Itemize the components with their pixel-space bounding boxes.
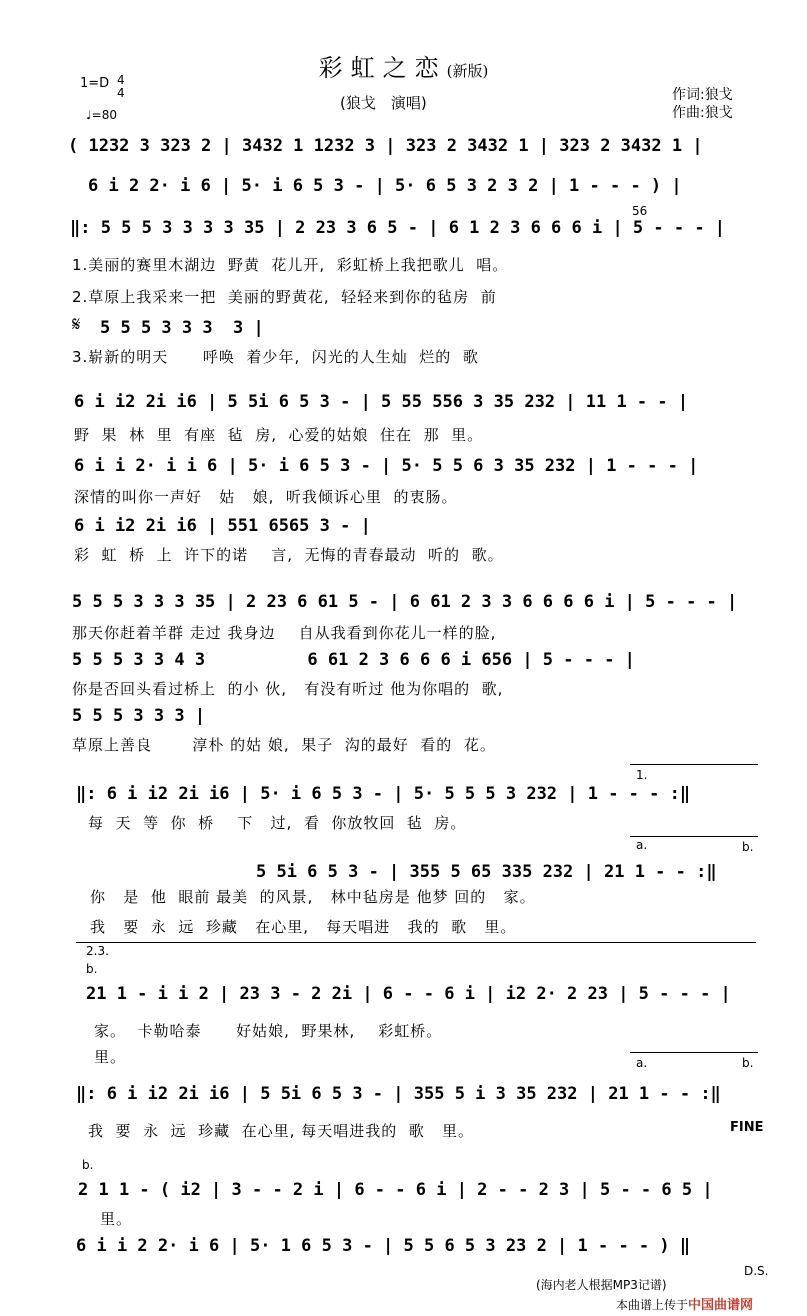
ending-line-2: ‖: 6 i i2 2i i6 | 5 5i 6 5 3 - | 355 5 i 3 35 232 | 21 1 - - :‖ [76, 1084, 721, 1104]
grace-note: 56 [632, 204, 648, 218]
ending-lyric-3: 我 要 永 远 珍藏 在心里, 每天唱进我的 歌 里。 [88, 1122, 475, 1140]
chorus-lyric-1: 每 天 等 你 桥 下 过, 看 你放牧回 毡 房。 [88, 814, 467, 832]
coda-lyric: 里。 [100, 1210, 133, 1228]
key-signature: 1=D [80, 76, 110, 91]
volta-23-label: 2.3. [86, 944, 109, 958]
chorus-line-2: 5 5i 6 5 3 - | 355 5 65 335 232 | 21 1 - - :‖ [256, 862, 717, 882]
verse3-line-1: 5 5 5 3 3 3 35 | 2 23 6 61 5 - | 6 61 2 3 3 6 6 6 6 i | 5 - - - | [72, 592, 738, 612]
transcriber-note: (海内老人根据MP3记谱) [536, 1278, 667, 1292]
volta-a-label-2: a. [636, 1056, 648, 1070]
ending-lyric-2: 里。 [94, 1048, 127, 1066]
verse2-line-3: 6 i i2 2i i6 | 551 6565 3 - | [74, 516, 371, 536]
chorus-line-1: ‖: 6 i i2 2i i6 | 5· i 6 5 3 - | 5· 5 5 5 3 232 | 1 - - - :‖ [76, 784, 691, 804]
verse-lyric-1: 1.美丽的赛里木湖边 野黄 花儿开, 彩虹桥上我把歌儿 唱。 [72, 256, 509, 274]
verse2-line-2: 6 i i 2· i i 6 | 5· i 6 5 3 - | 5· 5 5 6 3 35 232 | 1 - - - | [74, 456, 699, 476]
lyricist-credit: 作词:狼戈 [672, 87, 733, 103]
verse2-lyric-1: 野 果 林 里 有座 毡 房, 心爱的姑娘 住在 那 里。 [74, 426, 484, 444]
chorus-lyric-3: 我 要 永 远 珍藏 在心里, 每天唱进 我的 歌 里。 [90, 918, 517, 936]
verse3-lyric-3: 草原上善良 淳朴 的姑 娘, 果子 沟的最好 看的 花。 [72, 736, 496, 754]
volta-b-label-2: b. [86, 962, 98, 976]
verse3-lyric-1: 那天你赶着羊群 走过 我身边 自从我看到你花儿一样的脸, [72, 624, 497, 642]
verse-lyric-2: 2.草原上我采来一把 美丽的野黄花, 轻轻来到你的毡房 前 [72, 288, 497, 306]
verse3-lyric-2: 你是否回头看过桥上 的小 伙, 有没有听过 他为你唱的 歌, [72, 680, 504, 698]
coda-line-2: 6 i i 2 2· i 6 | 5· 1 6 5 3 - | 5 5 6 5 3 23 2 | 1 - - - ) ‖ [76, 1236, 691, 1256]
verse3-line-2: 5 5 5 3 3 4 3 6 61 2 3 6 6 6 i 656 | 5 - - - | [72, 650, 635, 670]
intro-line-1: ( 1232 3 323 2 | 3432 1 1232 3 | 323 2 3432 1 | 323 2 3432 1 | [68, 136, 703, 156]
fine-marking: FINE [730, 1120, 764, 1135]
segno-line: 5 5 5 3 3 3 3 | [100, 318, 264, 338]
chorus-lyric-2: 你 是 他 眼前 最美 的风景, 林中毡房是 他梦 回的 家。 [90, 888, 536, 906]
site-logo: 中国曲谱网 [688, 1298, 754, 1313]
singer-credit: (狼戈 演唱) [340, 94, 427, 112]
intro-line-2: 6 i 2 2· i 6 | 5· i 6 5 3 - | 5· 6 5 3 2 3 2 | 1 - - - ) | [88, 176, 682, 196]
volta-b-label: b. [742, 840, 754, 854]
verse-line-1: ‖: 5 5 5 3 3 3 3 35 | 2 23 3 6 5 - | 6 1 2 3 6 6 6 i | 5 - - - | [70, 218, 726, 238]
upload-note: 本曲谱上传于中国曲谱网 [616, 1298, 754, 1313]
quarter-note-icon: ♩ [86, 108, 92, 122]
volta-b-label-3: b. [742, 1056, 754, 1070]
volta-a-label: a. [636, 838, 648, 852]
time-signature: 4 4 [117, 73, 125, 100]
coda-line-1: 2 1 1 - ( i2 | 3 - - 2 i | 6 - - 6 i | 2 - - 2 3 | 5 - - 6 5 | [78, 1180, 713, 1200]
song-title: 彩虹之恋(新版) [318, 54, 489, 82]
volta-bracket-1 [630, 764, 758, 765]
ending-lyric-1: 家。 卡勒哈泰 好姑娘, 野果林, 彩虹桥。 [94, 1022, 443, 1040]
volta-1-label: 1. [636, 768, 648, 782]
verse-lyric-3: 3.崭新的明天 呼唤 着少年, 闪光的人生灿 烂的 歌 [72, 348, 479, 366]
verse2-lyric-2: 深情的叫你一声好 姑 娘, 听我倾诉心里 的衷肠。 [74, 488, 458, 506]
verse3-line-3: 5 5 5 3 3 3 | [72, 706, 206, 726]
volta-bracket-23 [76, 942, 756, 943]
verse2-lyric-3: 彩 虹 桥 上 许下的诺 言, 无悔的青春最动 听的 歌。 [74, 546, 504, 564]
title-note: (新版) [446, 62, 489, 80]
ds-marking: D.S. [744, 1264, 769, 1278]
composer-credit: 作曲:狼戈 [672, 105, 733, 121]
verse2-line-1: 6 i i2 2i i6 | 5 5i 6 5 3 - | 5 55 556 3 35 232 | 11 1 - - | [74, 392, 689, 412]
segno-icon: 𝄋 [72, 312, 81, 336]
volta-b-label-4: b. [82, 1158, 94, 1172]
volta-bracket-a [630, 836, 758, 837]
volta-bracket-a-2 [630, 1052, 758, 1053]
tempo-marking: ♩=80 [86, 108, 117, 122]
ending-line-1: 21 1 - i i 2 | 23 3 - 2 2i | 6 - - 6 i | i2 2· 2 23 | 5 - - - | [86, 984, 731, 1004]
